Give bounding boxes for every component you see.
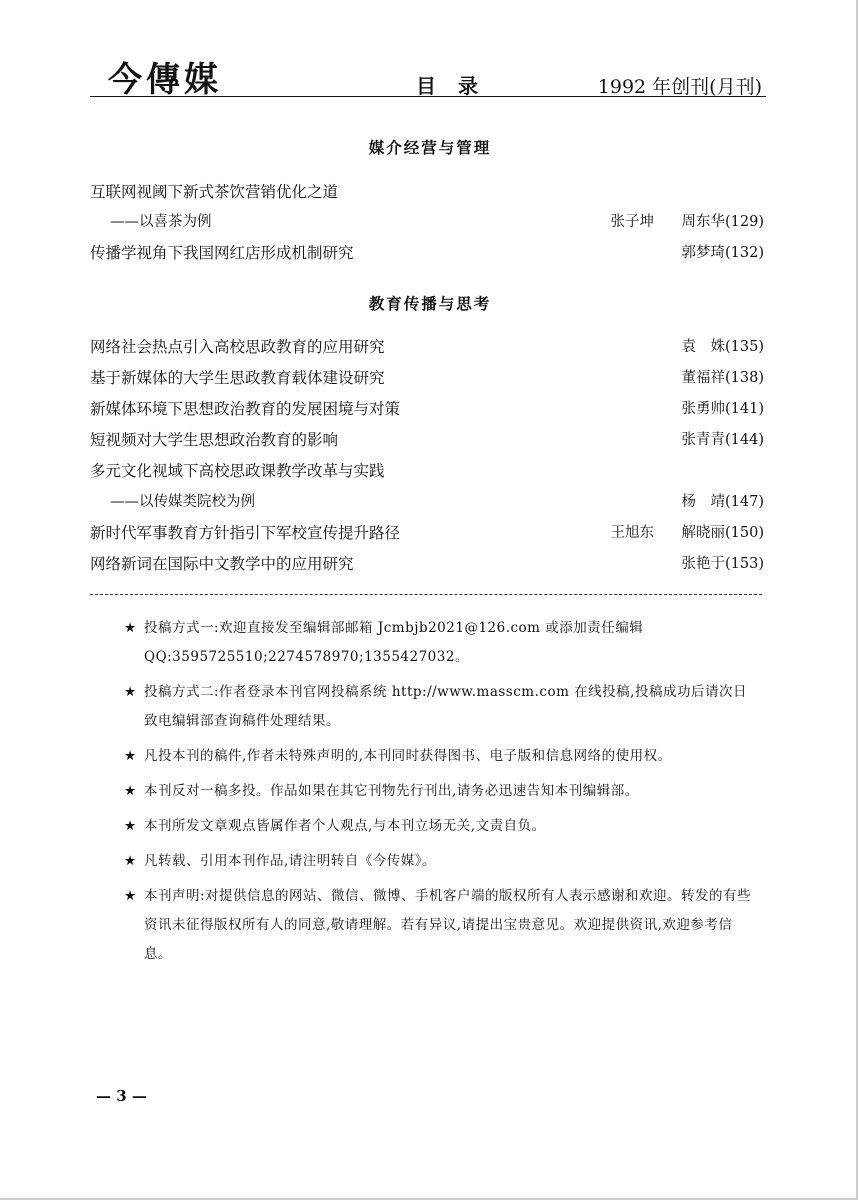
toc-entry-subtitle-line[interactable] (90, 490, 764, 514)
note-item (124, 847, 754, 876)
star-icon: ★ (124, 853, 137, 869)
toc-title: 目录 (416, 74, 500, 98)
star-icon: ★ (124, 818, 137, 834)
toc-entry[interactable] (90, 397, 764, 421)
toc-entry[interactable] (90, 428, 764, 452)
entry-author: 张子坤 (610, 214, 654, 230)
entry-author-page: 袁 姝(135) (681, 339, 764, 355)
toc-entry[interactable] (90, 521, 764, 545)
note-item (124, 777, 754, 806)
note-item (124, 742, 754, 771)
entry-title: 传播学视角下我国网红店形成机制研究 (90, 244, 354, 262)
note-text: 凡转载、引用本刊作品,请注明转自《今传媒》。 (144, 853, 437, 869)
entry-author: 王旭东 (610, 525, 654, 541)
note-item (124, 678, 754, 736)
entry-author-page: 张艳于(153) (681, 556, 764, 572)
toc-entry[interactable] (90, 552, 764, 576)
note-text: 本刊所发文章观点皆属作者个人观点,与本刊立场无关,文责自负。 (144, 818, 546, 834)
entry-title: 互联网视阈下新式茶饮营销优化之道 (90, 183, 339, 201)
entry-author-page: 周东华(129) (681, 214, 764, 230)
submission-notes (124, 614, 754, 975)
entry-title: 新时代军事教育方针指引下军校宣传提升路径 (90, 524, 401, 542)
toc-entry[interactable] (90, 241, 764, 265)
toc-entry[interactable] (90, 180, 764, 204)
note-item (124, 882, 754, 969)
toc-entry[interactable] (90, 335, 764, 359)
page-header (90, 48, 766, 100)
note-text: 投稿方式二:作者登录本刊官网投稿系统 http://www.masscm.com 在线投稿,投稿成功后请次日致电编辑部查询稿件处理结果。 (144, 684, 747, 729)
note-text: 投稿方式一:欢迎直接发至编辑部邮箱 Jcmbjb2021@126.com 或添加责任编辑 QQ:3595725510;2274578970;1355427032。 (144, 620, 644, 665)
toc-entry[interactable] (90, 366, 764, 390)
entry-author-page: 郭梦琦(132) (681, 245, 764, 261)
star-icon: ★ (124, 684, 137, 700)
entry-title: 短视频对大学生思想政治教育的影响 (90, 431, 339, 449)
note-item (124, 812, 754, 841)
entry-author-page: 张勇帅(141) (681, 401, 764, 417)
star-icon: ★ (124, 888, 137, 904)
entry-subtitle: ——以喜茶为例 (110, 214, 212, 230)
entry-title: 新媒体环境下思想政治教育的发展困境与对策 (90, 400, 401, 418)
entry-author-page: 董福祥(138) (681, 370, 764, 386)
section-title: 教育传播与思考 (368, 295, 492, 313)
note-text: 凡投本刊的稿件,作者未特殊声明的,本刊同时获得图书、电子版和信息网络的使用权。 (144, 748, 672, 764)
dashed-divider (90, 594, 762, 595)
magazine-logo: 今傳媒 (108, 60, 222, 100)
toc-entry-subtitle-line[interactable] (90, 210, 764, 234)
star-icon: ★ (124, 620, 137, 636)
entry-title: 网络社会热点引入高校思政教育的应用研究 (90, 338, 385, 356)
entry-title: 多元文化视域下高校思政课教学改革与实践 (90, 462, 385, 480)
issue-info: 1992 年创刊(月刊) (597, 76, 762, 98)
entry-author-page: 杨 靖(147) (681, 494, 764, 510)
note-text: 本刊反对一稿多投。作品如果在其它刊物先行刊出,请务必迅速告知本刊编辑部。 (144, 783, 639, 799)
star-icon: ★ (124, 748, 137, 764)
entry-subtitle: ——以传媒类院校为例 (110, 494, 255, 510)
toc-entry[interactable] (90, 459, 764, 483)
section-title: 媒介经营与管理 (368, 139, 492, 157)
entry-title: 网络新词在国际中文教学中的应用研究 (90, 555, 354, 573)
page-number: — 3 — (96, 1087, 147, 1105)
star-icon: ★ (124, 783, 137, 799)
entry-author-page: 张青青(144) (681, 432, 764, 448)
note-item (124, 614, 754, 672)
entry-author-page: 解晓丽(150) (681, 525, 764, 541)
entry-title: 基于新媒体的大学生思政教育载体建设研究 (90, 369, 385, 387)
note-text: 本刊声明:对提供信息的网站、微信、微博、手机客户端的版权所有人表示感谢和欢迎。转发的有些资讯未征得版权所有人的同意,敬请理解。若有异议,请提出宝贵意见。欢迎提供资讯,欢迎参考信息。 (144, 888, 752, 962)
